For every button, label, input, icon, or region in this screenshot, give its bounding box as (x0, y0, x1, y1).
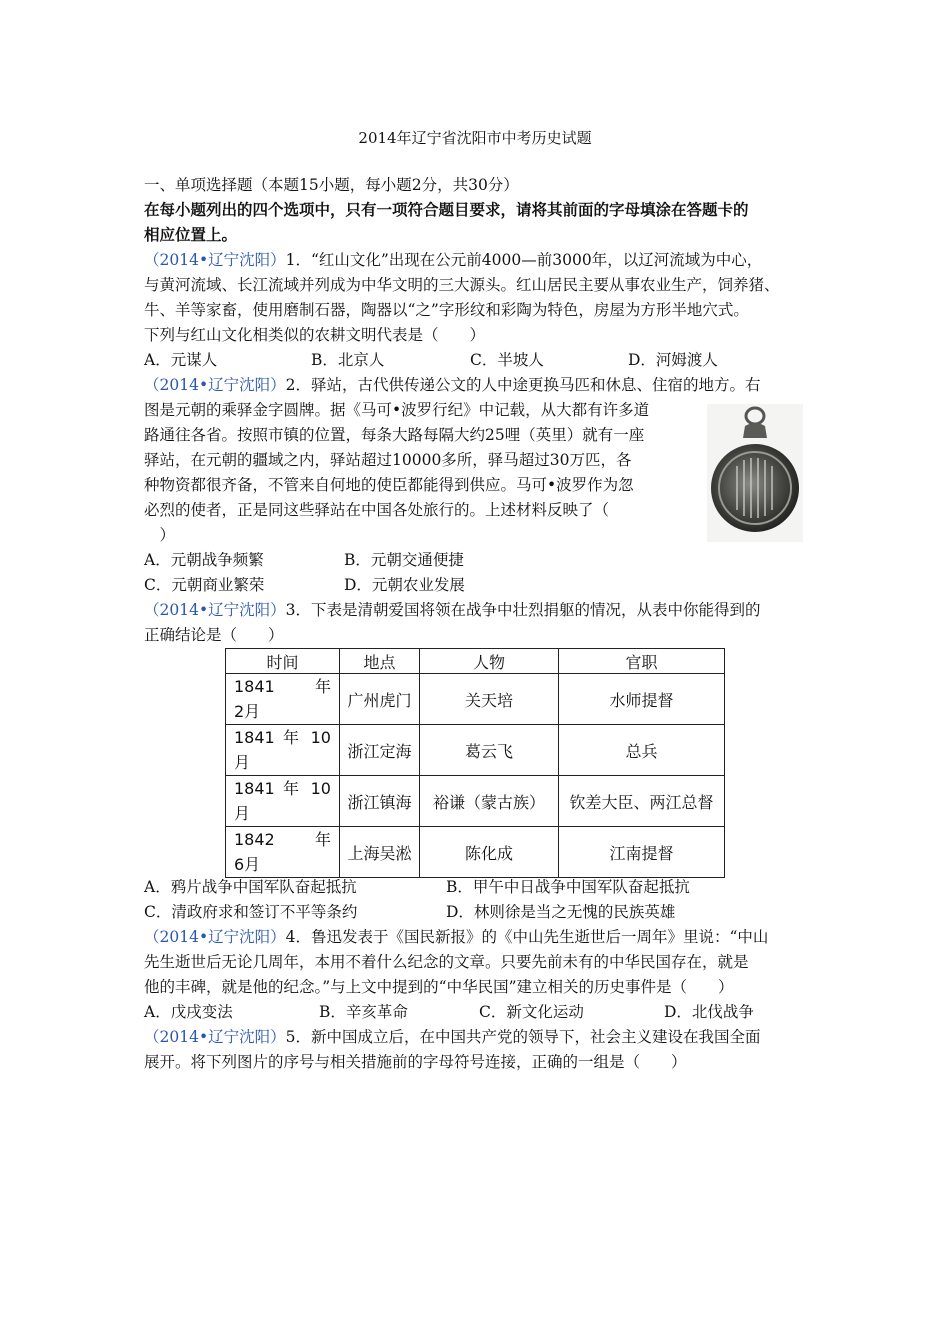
table-cell-time: 1841 年 2月 (226, 674, 340, 725)
q1-line-3: 牛、羊等家畜，使用磨制石器，陶器以“之”字形纹和彩陶为特色，房屋为方形半地穴式。 (144, 301, 749, 319)
q1-line-1 (144, 248, 762, 273)
q5-text-1: 5．新中国成立后，在中国共产党的领导下，社会主义建设在我国全面 (285, 1028, 761, 1046)
table-cell-office: 水师提督 (559, 674, 725, 725)
q2-option-c: C．元朝商业繁荣 (144, 576, 265, 594)
table-row (226, 776, 725, 827)
table-cell-place: 浙江定海 (340, 725, 420, 776)
yuan-courier-tablet-image (707, 404, 803, 542)
table-header: 官职 (559, 649, 725, 674)
q2-line-1 (144, 373, 760, 398)
q2-source: （2014•辽宁沈阳） (144, 376, 286, 394)
q1-line-2: 与黄河流域、长江流域并列成为中华文明的三大源头。红山居民主要从事农业生产，饲养猪、 (144, 276, 780, 294)
q2-line-2: 图是元朝的乘驿金字圆牌。据《马可•波罗行纪》中记载，从大都有许多道 (144, 401, 650, 419)
q3-option-b: B．甲午中日战争中国军队奋起抵抗 (446, 878, 690, 896)
table-header-row (226, 649, 725, 674)
table-cell-time: 1841 年 10月 (226, 776, 340, 827)
q2-line-4: 驿站，在元朝的疆域之内，驿站超过10000多所，驿马超过30万匹，各 (144, 451, 632, 469)
q4-line-2: 先生逝世后无论几周年，本用不着什么纪念的文章。只要先前未有的中华民国存在，就是 (144, 953, 749, 971)
instruction-line-1: 在每小题列出的四个选项中，只有一项符合题目要求，请将其前面的字母填涂在答题卡的 (144, 201, 749, 219)
table-cell-office: 总兵 (559, 725, 725, 776)
q2-text-1: 2．驿站，古代供传递公文的人中途更换马匹和休息、住宿的地方。右 (285, 376, 761, 394)
q4-line-3: 他的丰碑，就是他的纪念。”与上文中提到的“中华民国”建立相关的历史事件是（ ） (144, 978, 734, 996)
instruction-line-2: 相应位置上。 (144, 226, 238, 244)
q1-line-4: 下列与红山文化相类似的农耕文明代表是（ ） (144, 326, 486, 344)
q2-option-b: B．元朝交通便捷 (344, 551, 464, 569)
table-header: 人物 (420, 649, 559, 674)
table-cell-office: 钦差大臣、两江总督 (559, 776, 725, 827)
table-header: 地点 (340, 649, 420, 674)
q3-line-1 (144, 598, 760, 623)
q4-text-1: 4．鲁迅发表于《国民新报》的《中山先生逝世后一周年》里说：“中山 (285, 928, 769, 946)
q3-option-c: C．清政府求和签订不平等条约 (144, 903, 358, 921)
section-heading: 一、单项选择题（本题15小题，每小题2分，共30分） (144, 176, 519, 194)
table-cell-time: 1842 年 6月 (226, 827, 340, 878)
q3-text-1: 3．下表是清朝爱国将领在战争中壮烈捐躯的情况，从表中你能得到的 (285, 601, 761, 619)
table-header: 时间 (226, 649, 340, 674)
q2-option-a: A．元朝战争频繁 (144, 551, 264, 569)
q4-source: （2014•辽宁沈阳） (144, 928, 286, 946)
q3-option-a: A．鸦片战争中国军队奋起抵抗 (144, 878, 357, 896)
q2-line-7: ） (144, 526, 176, 544)
q3-source: （2014•辽宁沈阳） (144, 601, 286, 619)
table-row (226, 827, 725, 878)
q1-option-a: A．元谋人 (144, 351, 218, 369)
table-cell-person: 裕谦（蒙古族） (420, 776, 559, 827)
table-cell-place: 广州虎门 (340, 674, 420, 725)
table-cell-person: 关天培 (420, 674, 559, 725)
q1-text-1: 1．“红山文化”出现在公元前4000—前3000年，以辽河流域为中心， (285, 251, 763, 269)
q1-option-c: C．半坡人 (470, 351, 544, 369)
q4-option-c: C．新文化运动 (479, 1003, 584, 1021)
q3-line-2: 正确结论是（ ） (144, 626, 284, 644)
table-cell-place: 浙江镇海 (340, 776, 420, 827)
page-title: 2014年辽宁省沈阳市中考历史试题 (358, 129, 592, 147)
q4-option-a: A．戊戌变法 (144, 1003, 233, 1021)
q2-line-3: 路通往各省。按照市镇的位置，每条大路每隔大约25哩（英里）就有一座 (144, 426, 645, 444)
q1-source: （2014•辽宁沈阳） (144, 251, 286, 269)
table-cell-time: 1841 年 10月 (226, 725, 340, 776)
table-cell-person: 葛云飞 (420, 725, 559, 776)
table-cell-person: 陈化成 (420, 827, 559, 878)
q5-line-2: 展开。将下列图片的序号与相关措施前的字母符号连接，正确的一组是（ ） (144, 1053, 687, 1071)
q2-line-5: 种物资都很齐备，不管来自何地的使臣都能得到供应。马可•波罗作为忽 (144, 476, 634, 494)
martyrs-table (225, 648, 725, 878)
q5-line-1 (144, 1025, 760, 1050)
q1-option-d: D．河姆渡人 (628, 351, 718, 369)
table-row (226, 674, 725, 725)
q4-option-b: B．辛亥革命 (319, 1003, 408, 1021)
q5-source: （2014•辽宁沈阳） (144, 1028, 286, 1046)
q3-option-d: D．林则徐是当之无愧的民族英雄 (446, 903, 676, 921)
q2-line-6: 必烈的使者，正是同这些驿站在中国各处旅行的。上述材料反映了（ (144, 501, 610, 519)
table-cell-office: 江南提督 (559, 827, 725, 878)
q4-option-d: D．北伐战争 (664, 1003, 754, 1021)
q2-option-d: D．元朝农业发展 (344, 576, 465, 594)
table-cell-place: 上海吴淞 (340, 827, 420, 878)
q4-line-1 (144, 925, 768, 950)
q1-option-b: B．北京人 (311, 351, 385, 369)
table-row (226, 725, 725, 776)
